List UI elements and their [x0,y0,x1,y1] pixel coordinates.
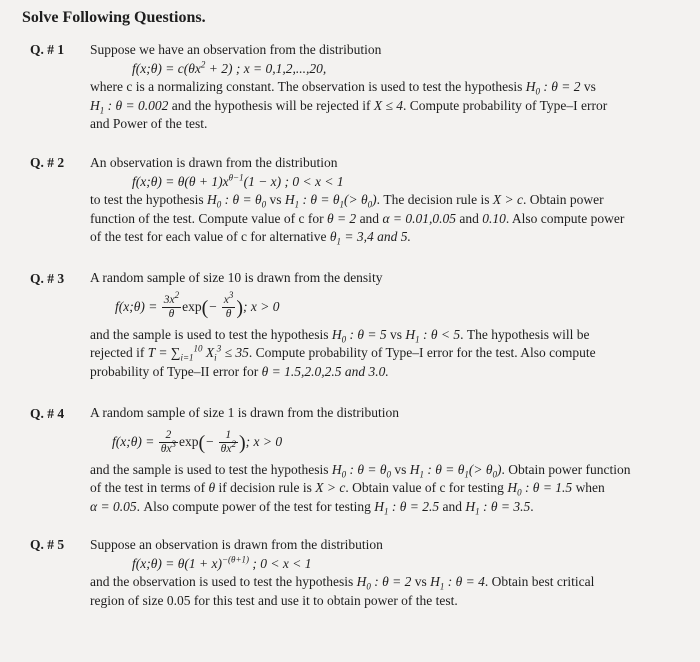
q3-line-4: rejected if $T = \sum_{i=1}^{10}$ $X_i^3 \le 35$. Compute probability of Type–I error for the test. Also compute [90,343,596,363]
q3-line-5: probability of Type–II error for θ = 1.5,2.0,2.5 and 3.0. [90,363,389,379]
q1-line-4: $H_1$ : θ = 0.002 and the hypothesis will be rejected if X ≤ 4. Compute probability of Type–I error [90,97,608,116]
q2-line-3: to test the hypothesis $H_0$ : $\theta = \theta_0$ vs $H_1$ : $\theta = \theta_1(> \theta_0)$. The decision rule is X > c. Obtain power [90,192,604,210]
q4-equation: f(x;θ) = $\frac{2}{\theta x^3}$ exp(− $\frac{1}{\theta x^2}$ ); x > 0 [112,428,283,455]
q3-line-1: A random sample of size 10 is drawn from the density [90,270,383,285]
q4-line-1: A random sample of size 1 is drawn from the distribution [90,405,399,420]
question-label-2: Q. # 2 [30,155,65,170]
q4-fraction-2: $\frac{1}{\theta x^2}$ [220,428,236,455]
q3-fraction-1: $\frac{3x^2}{\theta}$ [163,290,180,320]
q1-equation: f(x;θ) = $c(\theta x^2 + 2)$ ; x = 0,1,2,...,20, [132,59,327,76]
q5-equation: f(x;θ) = $\theta(1 + x)^{-(\theta+1)}$ ; 0 < x < 1 [132,554,312,571]
question-body-2 [90,154,665,247]
q2-line-4: function of the test. Compute value of c for θ = 2 and α = 0.01,0.05 and 0.10. Also compute power [90,210,625,226]
question-label-5: Q. # 5 [30,537,65,552]
question-label-4: Q. # 4 [30,406,65,421]
q5-line-1: Suppose an observation is drawn from the distribution [90,537,383,552]
q4-line-3: and the sample is used to test the hypothesis $H_0$ : $\theta = \theta_0$ vs $H_1$ : $\theta = \theta_1(> \theta_0)$. Obtain power function [90,461,631,480]
q1-line-1: Suppose we have an observation from the distribution [90,42,382,57]
q4-fraction-1: $\frac{2}{\theta x^3}$ [160,428,176,455]
q3-line-3: and the sample is used to test the hypothesis $H_0$ : θ = 5 vs $H_1$ : θ < 5. The hypothesis will be [90,326,590,345]
question-body-5 [90,536,665,610]
q1-line-5: and Power of the test. [90,116,208,131]
q2-equation: f(x;θ) = $\theta(\theta + 1)x^{\theta-1}(1 - x)$ ; 0 < x < 1 [132,172,344,189]
q2-line-5: of the test for each value of c for alternative $\theta_1 = 3,4$ and 5. [90,229,411,247]
q5-line-3: and the observation is used to test the hypothesis $H_0$ : θ = 2 vs $H_1$ : θ = 4. Obtain best critical [90,574,595,592]
question-body-1 [90,41,665,134]
question-body-4 [90,404,665,516]
q5-line-4: region of size 0.05 for this test and use it to obtain power of the test. [90,592,458,608]
question-label-3: Q. # 3 [30,271,65,286]
q4-line-4: of the test in terms of θ if decision rule is X > c. Obtain value of c for testing $H_0$ : θ = 1.5 when [90,480,605,498]
question-label-1: Q. # 1 [30,42,65,57]
question-body-3 [90,269,665,381]
q3-fraction-2: $\frac{x^3}{\theta}$ [223,290,234,320]
q4-line-5: α = 0.05. Also compute power of the test for testing $H_1$ : θ = 2.5 and $H_1$ : θ = 3.5. [90,498,534,517]
q1-line-3: where c is a normalizing constant. The observation is used to test the hypothesis $H_0$ : θ = 2 vs [90,79,596,97]
page-title: Solve Following Questions. [22,9,206,26]
q2-line-1: An observation is drawn from the distribution [90,155,338,170]
q3-equation: f(x;θ) = $\frac{3x^2}{\theta}$ exp(− $\frac{x^3}{\theta}$ ); x > 0 [115,290,280,320]
